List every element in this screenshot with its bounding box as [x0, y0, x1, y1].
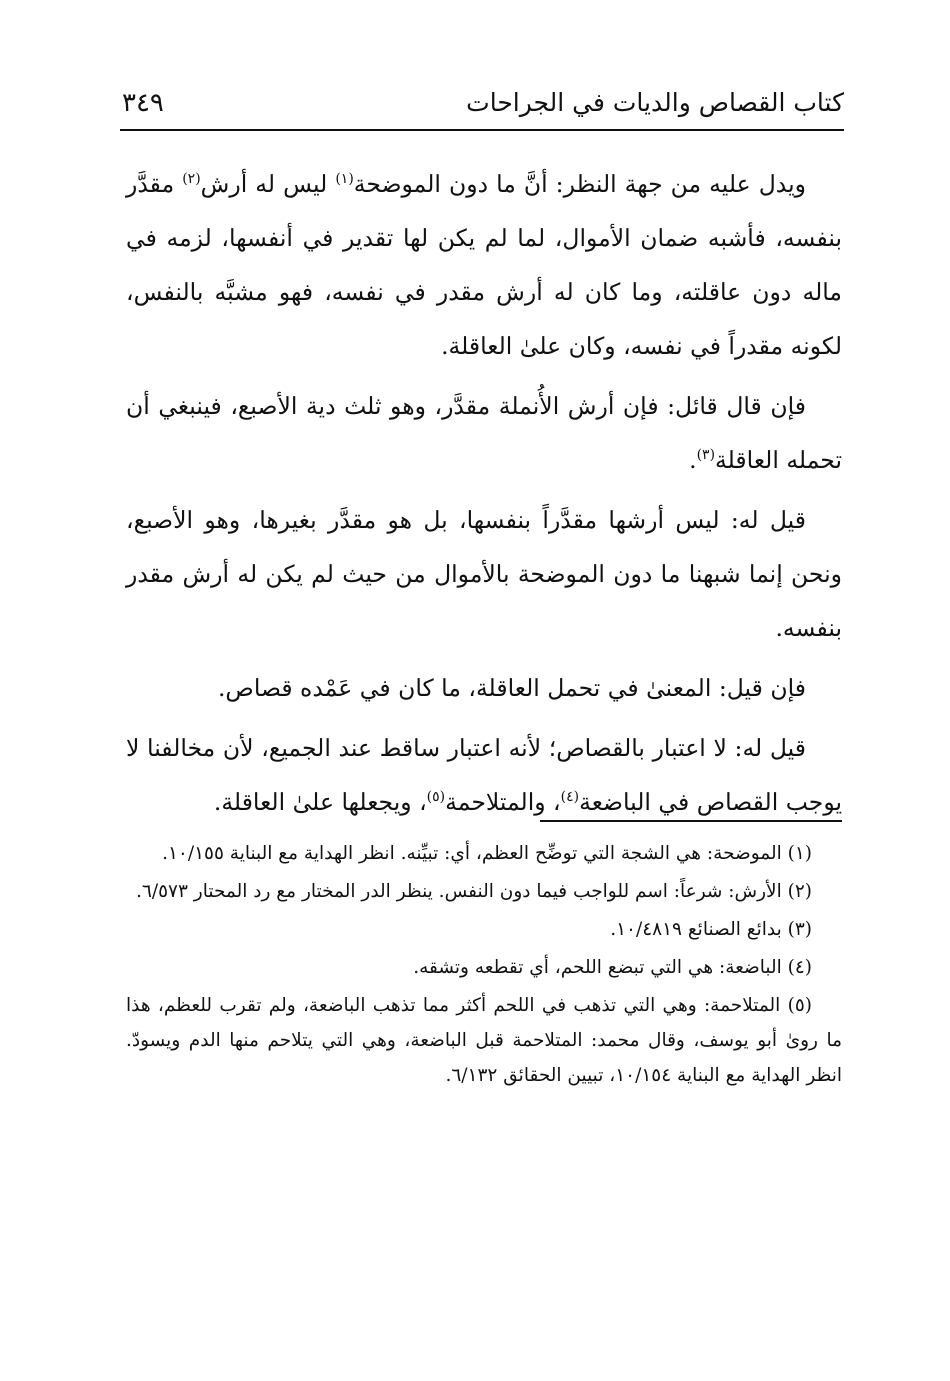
header-rule — [120, 129, 844, 131]
footnote-2: (٢) الأرش: شرعاً: اسم للواجب فيما دون النفس. ينظر الدر المختار مع رد المحتار ٦/٥٧٣. — [136, 881, 812, 902]
paragraph-1-part-b: ليس له أرش — [200, 170, 336, 198]
paragraph-1 — [126, 157, 842, 373]
paragraph-2 — [126, 379, 842, 487]
footnote-separator — [540, 820, 842, 822]
running-title: كتاب القصاص والديات في الجراحات — [466, 88, 844, 117]
paragraph-4: فإن قيل: المعنىٰ في تحمل العاقلة، ما كان في عَمْده قصاص. — [217, 674, 806, 702]
footnote-ref-3: (٣) — [696, 447, 716, 464]
footnote-ref-1: (١) — [335, 171, 354, 188]
paragraph-5-part-c: ، ويجعلها علىٰ العاقلة. — [213, 788, 427, 816]
paragraph-1-part-c: مقدَّر بنفسه، فأشبه ضمان الأموال، لما لم يكن لها تقدير في أنفسها، لزمه في ماله دون عاقلته، وما كان له أرش مقدر في نفسه، فهو مشبَّه بالنفس، لكونه مقدراً في نفسه، وكان علىٰ العاقلة. — [126, 170, 842, 360]
footnote-4: (٤) الباضعة: هي التي تبضع اللحم، أي تقطعه وتشقه. — [413, 957, 812, 978]
page-number: ٣٤٩ — [122, 88, 164, 118]
page-header — [120, 84, 844, 134]
paragraph-5-part-b: ، والمتلاحمة — [445, 788, 561, 816]
footnote-ref-4: (٤) — [560, 789, 580, 806]
footnotes — [126, 836, 842, 1096]
paragraph-5 — [126, 721, 842, 829]
paragraph-3: قيل له: ليس أرشها مقدَّراً بنفسها، بل هو مقدَّر بغيرها، وهو الأصبع، ونحن إنما شبهنا ما دون الموضحة بالأموال من حيث لم يكن له أرش مقدر بنفسه. — [126, 506, 842, 642]
footnote-5: (٥) المتلاحمة: وهي التي تذهب في اللحم أكثر مما تذهب الباضعة، ولم تقرب للعظم، هذا ما روىٰ أبو يوسف، وقال محمد: المتلاحمة قبل الباضعة، وهي التي يتلاحم منها الدم ويسودّ. انظر الهداية مع البناية ١٠/١٥٤، تبيين الحقائق ٦/١٣٢. — [126, 995, 842, 1086]
footnote-1: (١) الموضحة: هي الشجة التي توضِّح العظم، أي: تبيِّنه. انظر الهداية مع البناية ١٠/١٥٥. — [162, 843, 812, 864]
paragraph-2-part-b: . — [689, 446, 697, 474]
paragraph-2-part-a: فإن قال قائل: فإن أرش الأُنملة مقدَّر، وهو ثلث دية الأصبع، فينبغي أن تحمله العاقلة — [126, 392, 842, 474]
footnote-ref-2: (٢) — [182, 171, 201, 188]
paragraph-5-part-a: قيل له: لا اعتبار بالقصاص؛ لأنه اعتبار ساقط عند الجميع، لأن مخالفنا لا يوجب القصاص في الباضعة — [126, 734, 842, 816]
footnote-ref-5: (٥) — [426, 789, 446, 806]
paragraph-1-part-a: ويدل عليه من جهة النظر: أنَّ ما دون الموضحة — [353, 170, 806, 198]
main-text — [126, 157, 842, 835]
footnote-3: (٣) بدائع الصنائع ١٠/٤٨١٩. — [610, 919, 812, 940]
